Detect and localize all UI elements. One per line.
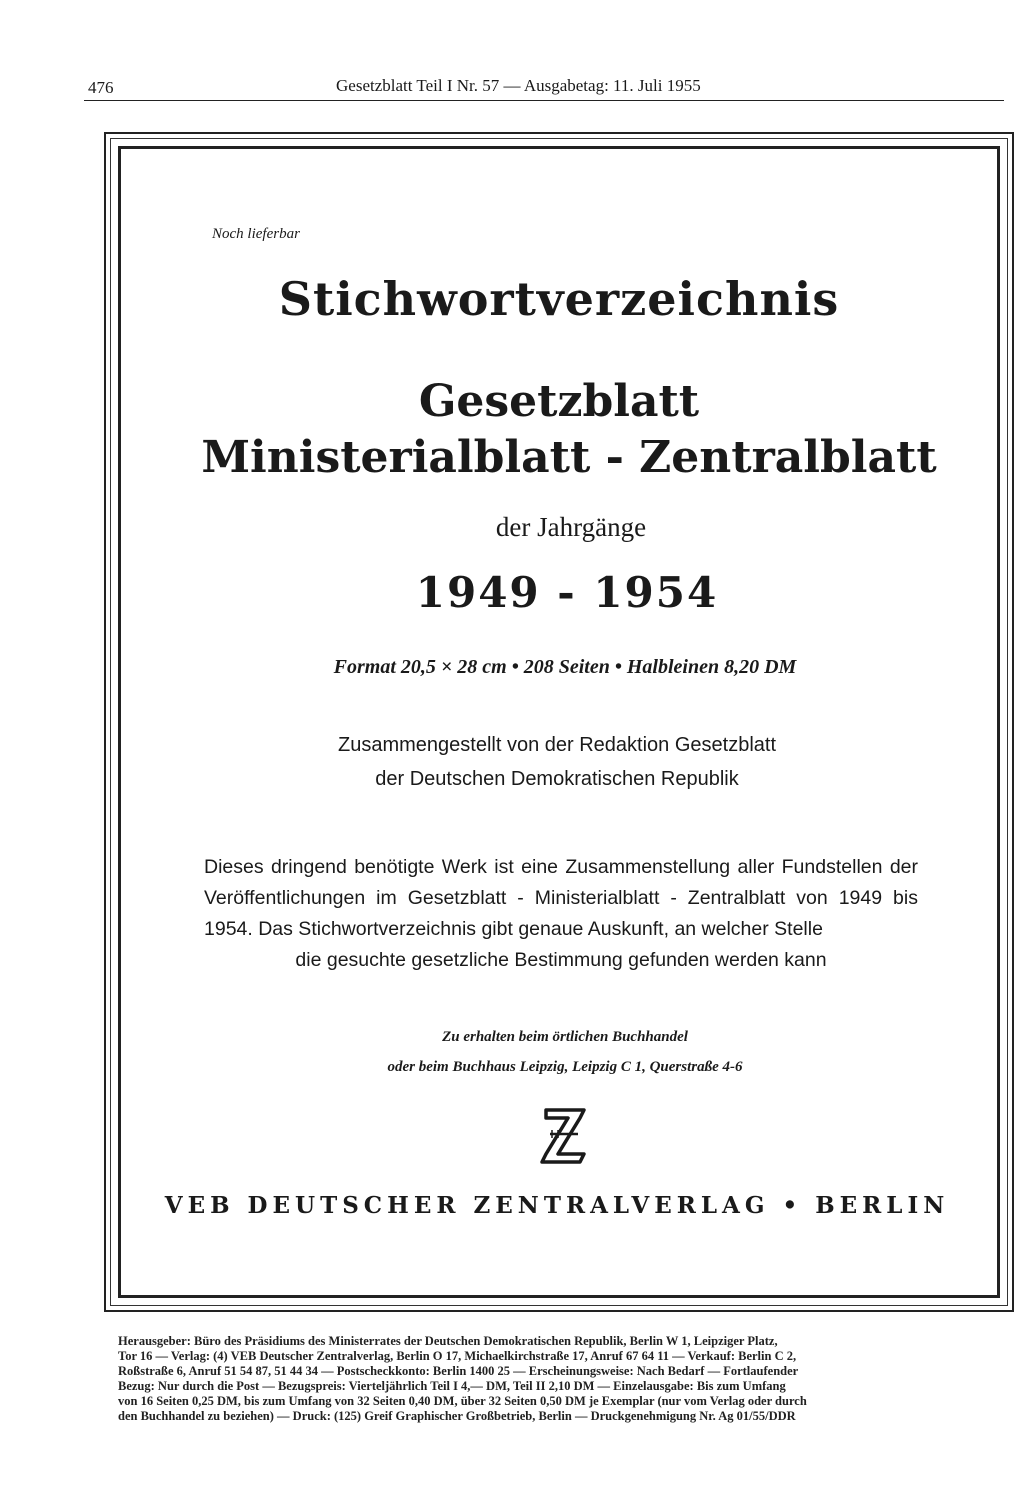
imprint-line-6: den Buchhandel zu beziehen) — Druck: (125) Greif Graphischer Großbetrieb, Berlin — Druckgenehmigung Nr. Ag 01/55/DDR [118,1409,796,1423]
imprint-line-3: Roßstraße 6, Anruf 51 54 87, 51 44 34 — Postscheckkonto: Berlin 1400 25 — Erscheinungsweise: Nach Bedarf — Fortlaufender [118,1364,799,1378]
page-header [84,74,1004,101]
ad-publisher: VEB DEUTSCHER ZENTRALVERLAG • BERLIN [164,1192,950,1219]
ad-subtitle-ministerialblatt: Ministerialblatt - Zentralblatt [201,432,937,483]
ad-format: Format 20,5 × 28 cm • 208 Seiten • Halbleinen 8,20 DM [333,656,797,678]
ad-availability [124,1022,1006,1082]
buy-line-1: Zu erhalten beim örtlichen Buchhandel [442,1029,688,1045]
imprint-line-5: von 16 Seiten 0,25 DM, bis zum Umfang von 32 Seiten 0,40 DM, über 32 Seiten 0,50 DM je Exemplar (nur vom Verlag oder durch [118,1394,807,1408]
compiled-line-2: der Deutschen Demokratischen Republik [375,768,739,790]
compiled-line-1: Zusammengestellt von der Redaktion Gesetzblatt [338,734,776,756]
ad-compiled-by [116,728,998,796]
publisher-logo-icon [536,1104,592,1166]
header-title: Gesetzblatt Teil I Nr. 57 — Ausgabetag: 11. Juli 1955 [336,76,701,95]
ad-years: 1949 - 1954 [415,568,719,617]
buy-line-2: oder beim Buchhaus Leipzig, Leipzig C 1, Querstraße 4-6 [387,1059,743,1075]
ad-subtitle-gesetzblatt: Gesetzblatt [418,376,700,427]
imprint-line-1: Herausgeber: Büro des Präsidiums des Ministerrates der Deutschen Demokratischen Republik, Berlin W 1, Leipziger Platz, [118,1334,778,1348]
ad-kicker: Noch lieferbar [212,226,300,242]
page-number: 476 [88,78,114,97]
imprint-line-4: Bezug: Nur durch die Post — Bezugspreis: Vierteljährlich Teil I 4,— DM, Teil II 2,10 DM — Einzelausgabe: Bis zum Umfang [118,1379,786,1393]
ad-description [204,852,918,976]
description-last-line: die gesuchte gesetzliche Bestimmung gefunden werden kann [295,949,827,971]
imprint-line-2: Tor 16 — Verlag: (4) VEB Deutscher Zentralverlag, Berlin O 17, Michaelkirchstraße 17, Anruf 67 64 11 — Verkauf: Berlin C 2, [118,1349,797,1363]
ad-title: Stichwortverzeichnis [278,272,840,326]
ad-subtitle-jahrgaenge: der Jahrgänge [495,512,647,542]
imprint-footer [118,1334,1018,1424]
description-main: Dieses dringend benötigte Werk ist eine Zusammenstellung aller Fundstellen der Veröffentlichungen im Gesetzblatt - Ministerialblatt - Zentralblatt von 1949 bis 1954. Das Stichwortverzeichnis gibt genaue Auskunft, an welcher Stelle [204,856,918,940]
